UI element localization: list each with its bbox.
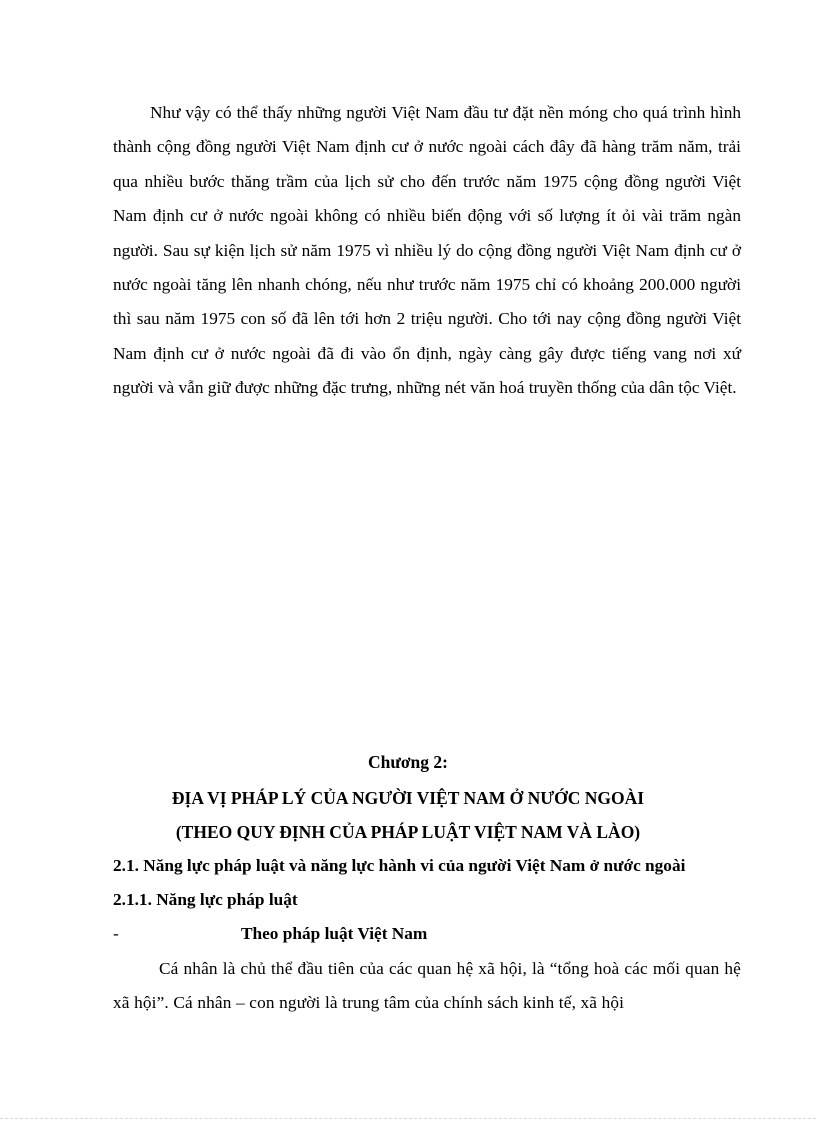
- bullet-heading: Theo pháp luật Việt Nam: [241, 924, 428, 943]
- section-heading-2-1-1: 2.1.1. Năng lực pháp luật: [113, 890, 298, 909]
- body-paragraph: Cá nhân là chủ thể đầu tiên của các quan hệ xã hội, là “tổng hoà các mối quan hệ xã hội”. Cá nhân – con người là trung tâm của chính sách kinh tế, xã hội: [113, 959, 741, 1013]
- section-heading-2-1: 2.1. Năng lực pháp luật và năng lực hành vi của người Việt Nam ở nước ngoài: [113, 856, 686, 875]
- bullet-item: [113, 924, 741, 950]
- body-paragraph: Như vậy có thể thấy những người Việt Nam đầu tư đặt nền móng cho quá trình hình thành cộng đồng người Việt Nam định cư ở nước ngoài cách đây đã hàng trăm năm, trải qua nhiều bước thăng trầm của lịch sử cho đến trước năm 1975 cộng đồng người Việt Nam định cư ở nước ngoài không có nhiều biến động với số lượng ít ỏi vài trăm ngàn người. Sau sự kiện lịch sử năm 1975 vì nhiều lý do cộng đồng người Việt Nam định cư ở nước ngoài tăng lên nhanh chóng, nếu như trước năm 1975 chỉ có khoảng 200.000 người thì sau năm 1975 con số đã lên tới hơn 2 triệu người. Cho tới nay cộng đồng người Việt Nam định cư ở nước ngoài đã đi vào ổn định, ngày càng gây được tiếng vang nơi xứ người và vẫn giữ được những đặc trưng, những nét văn hoá truyền thống của dân tộc Việt.: [113, 103, 741, 398]
- chapter-title: ĐỊA VỊ PHÁP LÝ CỦA NGƯỜI VIỆT NAM Ở NƯỚC NGOÀI: [171, 788, 645, 808]
- bullet-marker: -: [113, 924, 119, 943]
- chapter-label: Chương 2:: [368, 752, 448, 772]
- page-bottom-divider: [0, 1118, 816, 1119]
- chapter-subtitle: (THEO QUY ĐỊNH CỦA PHÁP LUẬT VIỆT NAM VÀ LÀO): [175, 822, 641, 842]
